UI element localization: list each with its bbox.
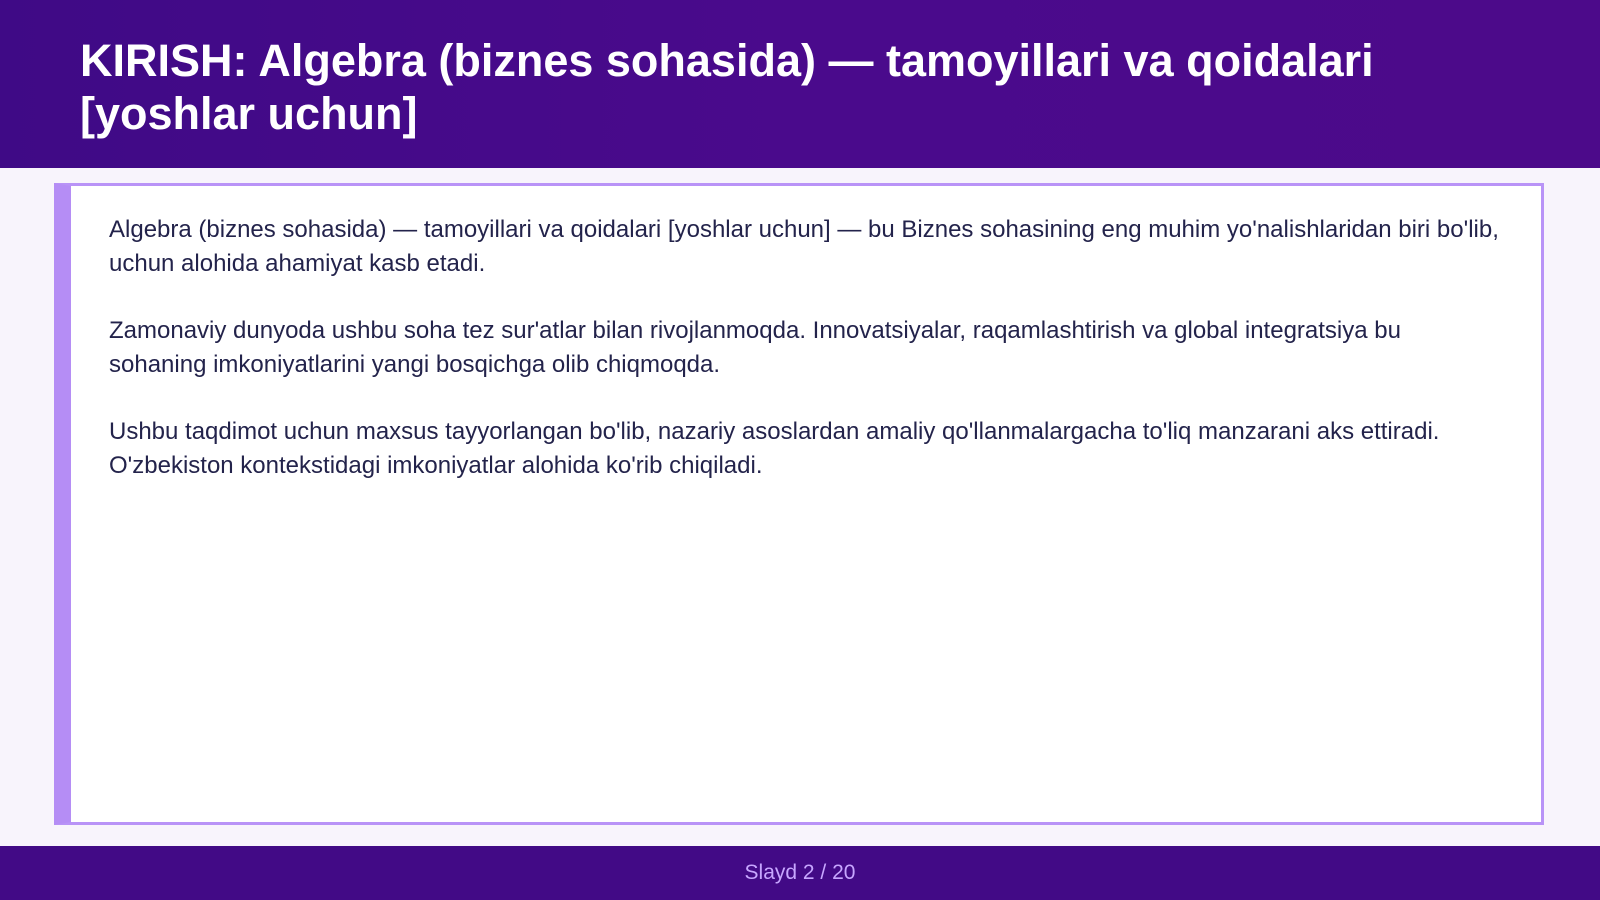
paragraph-intro: Algebra (biznes sohasida) — tamoyillari va qoidalari [yoshlar uchun] — bu Biznes sohasining eng muhim yo'nalishlaridan biri bo'lib, uchun alohida ahamiyat kasb etadi. <box>109 216 1499 277</box>
slide-header <box>0 0 1600 168</box>
content-card <box>54 183 1544 825</box>
paragraph-modern-world: Zamonaviy dunyoda ushbu soha tez sur'atlar bilan rivojlanmoqda. Innovatsiyalar, raqamlashtirish va global integratsiya bu sohaning imkoniyatlarini yangi bosqichga olib chiqmoqda. <box>109 317 1401 378</box>
slide-counter: Slayd 2 / 20 <box>744 861 856 884</box>
paragraph-presentation-purpose: Ushbu taqdimot uchun maxsus tayyorlangan bo'lib, nazariy asoslardan amaliy qo'llanmalargacha to'liq manzarani aks ettiradi. O'zbekiston kontekstidagi imkoniyatlar alohida ko'rib chiqiladi. <box>109 418 1440 479</box>
slide-footer <box>0 846 1600 900</box>
body-text <box>109 213 1499 516</box>
slide-title: KIRISH: Algebra (biznes sohasida) — tamoyillari va qoidalari [yoshlar uchun] <box>80 35 1374 139</box>
